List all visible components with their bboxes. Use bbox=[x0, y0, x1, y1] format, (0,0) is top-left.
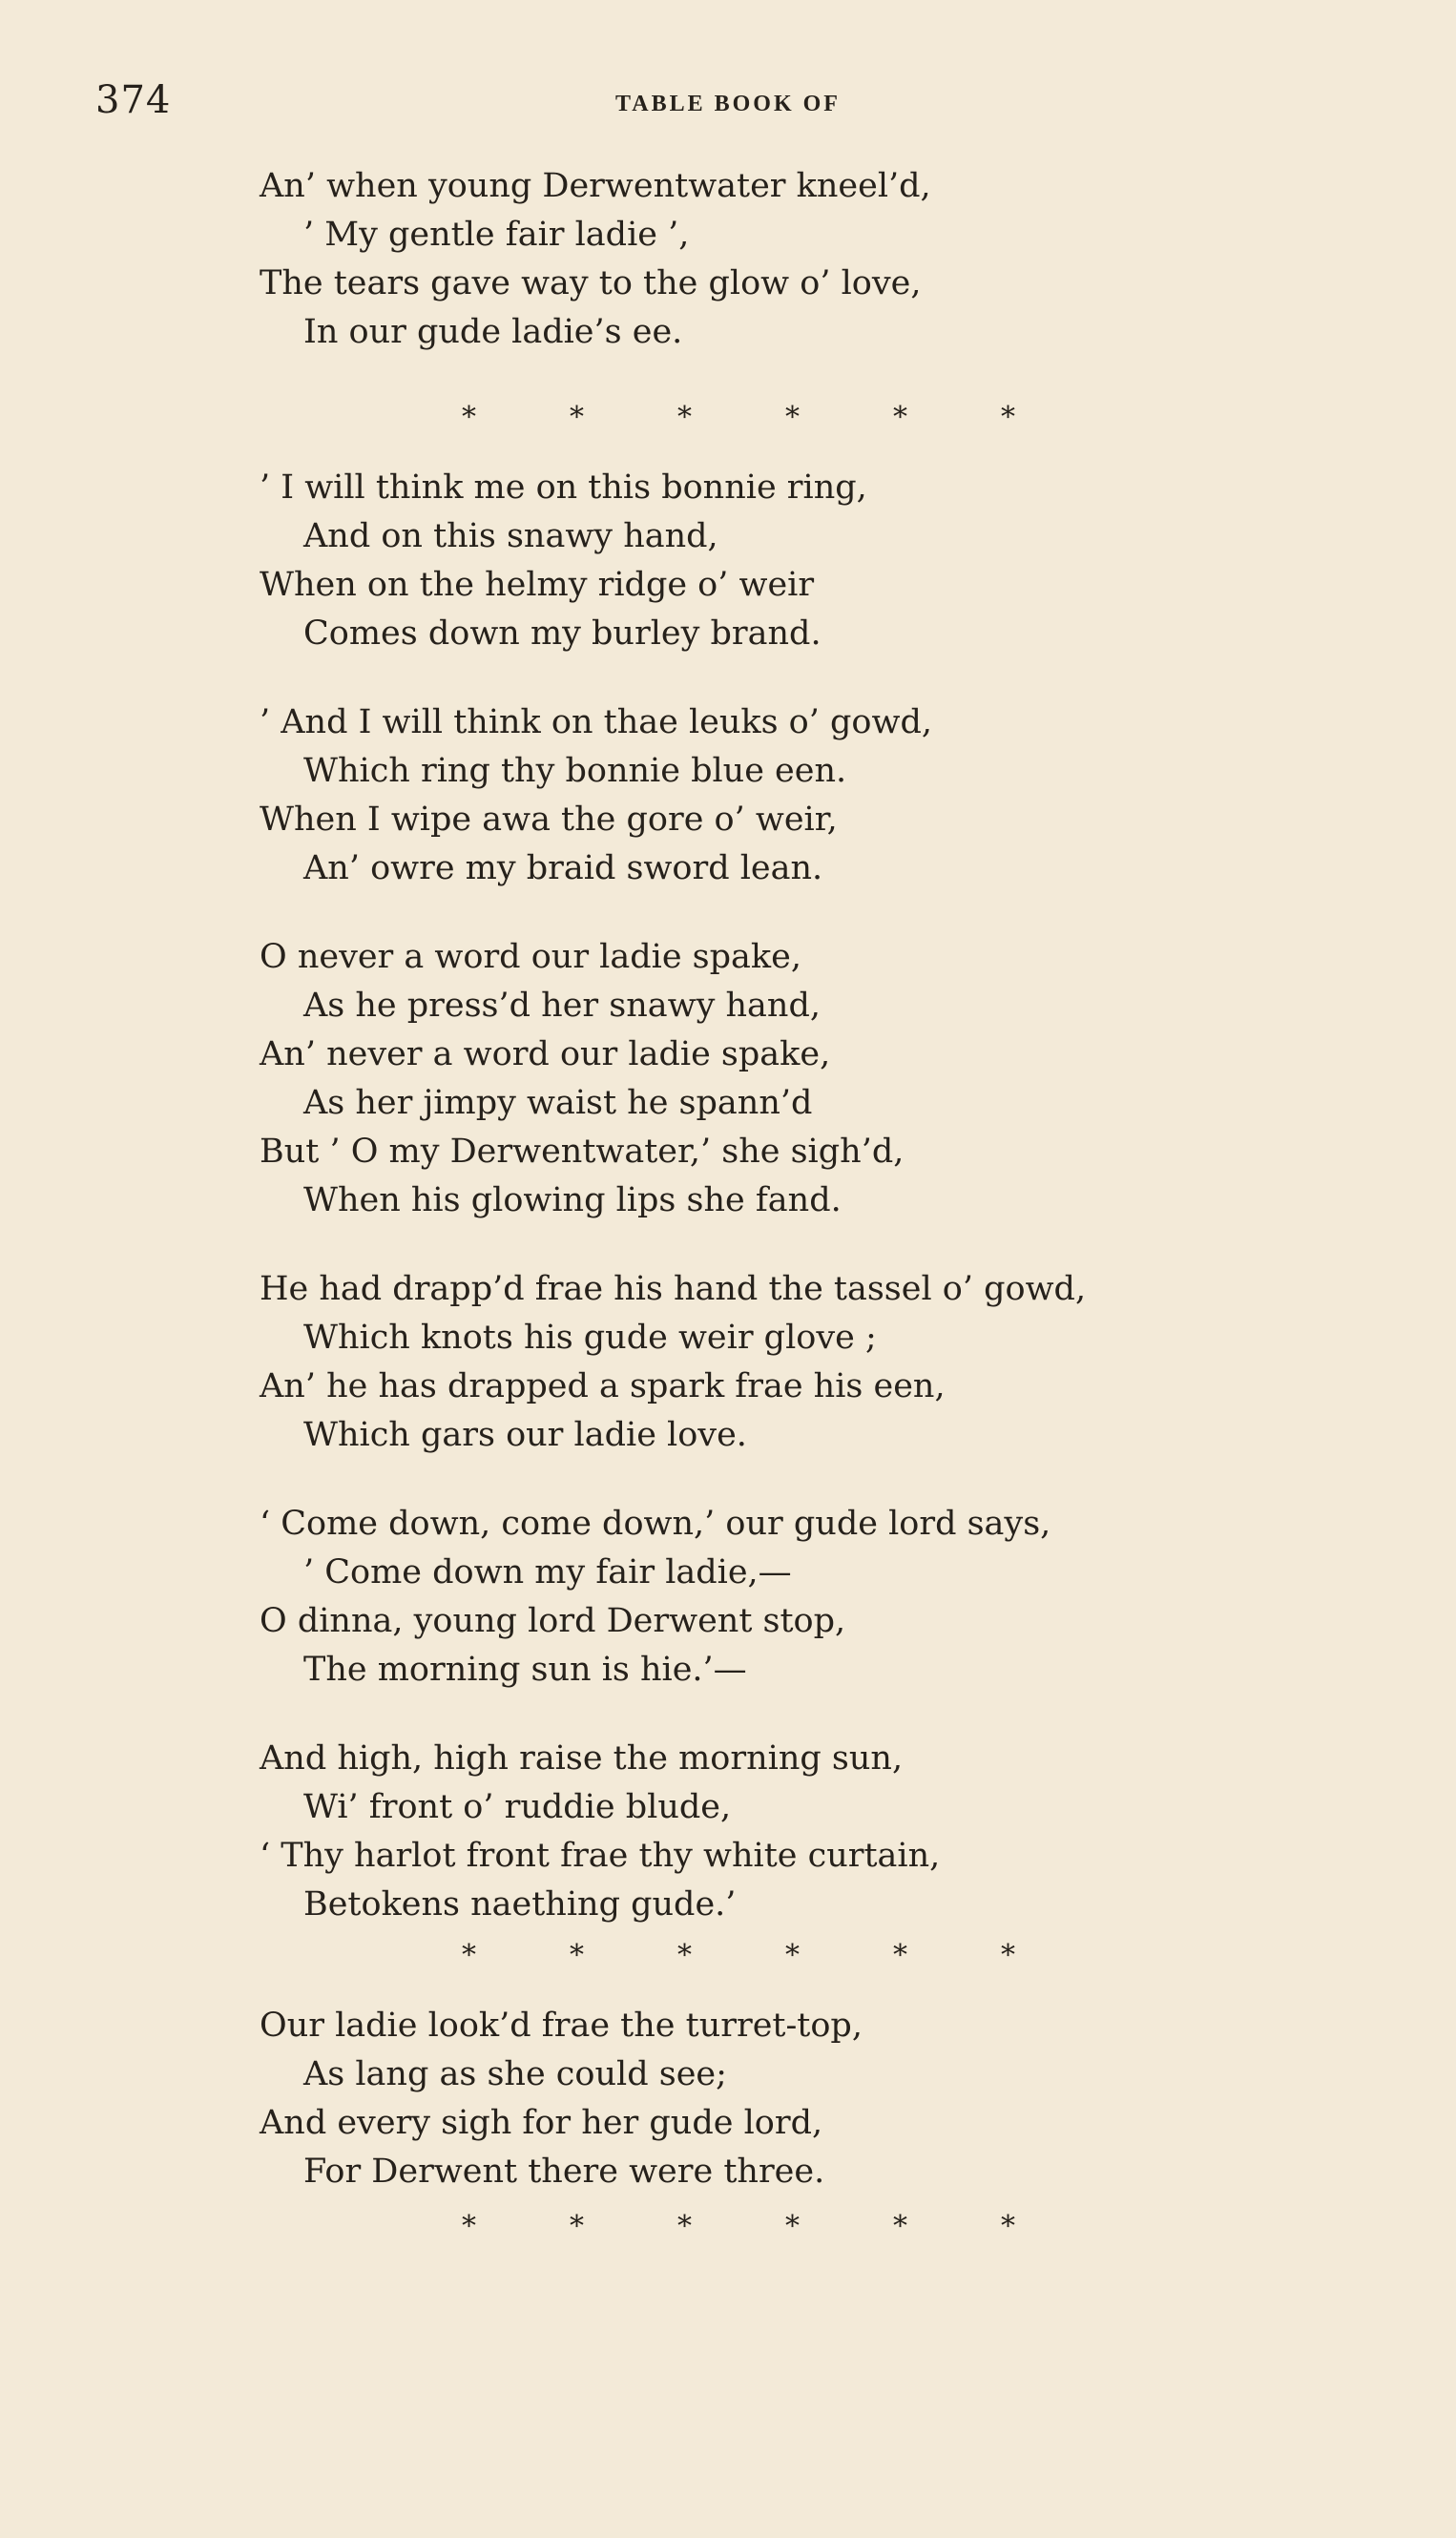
poem bbox=[260, 162, 1357, 2273]
asterism-divider bbox=[462, 397, 1015, 439]
asterisk: * bbox=[677, 401, 692, 434]
asterisk: * bbox=[785, 1939, 800, 1972]
asterisk: * bbox=[893, 1939, 907, 1972]
poem-line: As her jimpy waist he spann’d bbox=[303, 1084, 813, 1122]
poem-line: O dinna, young lord Derwent stop, bbox=[260, 1602, 846, 1640]
poem-line: Which gars our ladie love. bbox=[303, 1416, 747, 1454]
asterisk: * bbox=[677, 2210, 692, 2243]
poem-line: When I wipe awa the gore o’ weir, bbox=[260, 801, 838, 839]
asterism-divider bbox=[462, 1935, 1015, 1977]
poem-line: The morning sun is hie.’— bbox=[303, 1651, 747, 1689]
stanza-1 bbox=[260, 162, 1357, 357]
asterism-divider bbox=[462, 2206, 1015, 2248]
asterisk: * bbox=[1001, 401, 1015, 434]
asterisk: * bbox=[893, 401, 907, 434]
running-title: TABLE BOOK OF bbox=[615, 92, 841, 116]
poem-line: An’ he has drapped a spark frae his een, bbox=[260, 1367, 946, 1405]
poem-line: As lang as she could see; bbox=[303, 2055, 727, 2093]
poem-line: And every sigh for her gude lord, bbox=[260, 2104, 823, 2142]
asterisk: * bbox=[462, 2210, 476, 2243]
poem-line: ‘ Thy harlot front frae thy white curtain, bbox=[260, 1837, 941, 1875]
stanza-7 bbox=[260, 1735, 1357, 1929]
poem-line: And high, high raise the morning sun, bbox=[260, 1739, 904, 1778]
poem-line: When his glowing lips she fand. bbox=[303, 1181, 842, 1219]
poem-line: An’ never a word our ladie spake, bbox=[260, 1035, 831, 1073]
poem-line: Which ring thy bonnie blue een. bbox=[303, 752, 847, 790]
stanza-6 bbox=[260, 1500, 1357, 1695]
asterisk: * bbox=[893, 2210, 907, 2243]
stanza-4 bbox=[260, 933, 1357, 1225]
asterisk: * bbox=[785, 2210, 800, 2243]
page-number: 374 bbox=[95, 78, 172, 122]
poem-line: ’ My gentle fair ladie ’, bbox=[303, 216, 690, 254]
poem-line: ’ And I will think on thae leuks o’ gowd, bbox=[260, 703, 932, 741]
poem-line: In our gude ladie’s ee. bbox=[303, 313, 683, 351]
poem-line: Wi’ front o’ ruddie blude, bbox=[303, 1788, 732, 1826]
poem-line: An’ owre my braid sword lean. bbox=[303, 849, 823, 887]
asterisk: * bbox=[1001, 1939, 1015, 1972]
poem-line: And on this snawy hand, bbox=[303, 517, 718, 555]
poem-line: As he press’d her snawy hand, bbox=[303, 987, 821, 1025]
asterisk: * bbox=[1001, 2210, 1015, 2243]
poem-line: ’ Come down my fair ladie,— bbox=[303, 1553, 792, 1591]
poem-line: O never a word our ladie spake, bbox=[260, 938, 801, 976]
stanza-8 bbox=[260, 2002, 1357, 2196]
stanza-3 bbox=[260, 698, 1357, 893]
poem-line: ’ I will think me on this bonnie ring, bbox=[260, 468, 867, 507]
asterisk: * bbox=[570, 401, 584, 434]
poem-line: He had drapp’d frae his hand the tassel o’ gowd, bbox=[260, 1270, 1087, 1308]
asterisk: * bbox=[462, 1939, 476, 1972]
asterisk: * bbox=[570, 1939, 584, 1972]
asterisk: * bbox=[677, 1939, 692, 1972]
poem-line: The tears gave way to the glow o’ love, bbox=[260, 264, 922, 302]
poem-line: Comes down my burley brand. bbox=[303, 614, 822, 653]
asterisk: * bbox=[462, 401, 476, 434]
poem-line: An’ when young Derwentwater kneel’d, bbox=[260, 167, 931, 205]
asterisk: * bbox=[785, 401, 800, 434]
poem-line: But ’ O my Derwentwater,’ she sigh’d, bbox=[260, 1133, 905, 1171]
poem-line: Which knots his gude weir glove ; bbox=[303, 1319, 877, 1357]
asterisk: * bbox=[570, 2210, 584, 2243]
poem-line: ‘ Come down, come down,’ our gude lord says, bbox=[260, 1505, 1051, 1543]
poem-line: Betokens naething gude.’ bbox=[303, 1885, 737, 1924]
stanza-5 bbox=[260, 1265, 1357, 1460]
stanza-2 bbox=[260, 464, 1357, 658]
poem-line: For Derwent there were three. bbox=[303, 2153, 825, 2191]
poem-line: When on the helmy ridge o’ weir bbox=[260, 566, 815, 604]
poem-line: Our ladie look’d frae the turret-top, bbox=[260, 2007, 863, 2045]
